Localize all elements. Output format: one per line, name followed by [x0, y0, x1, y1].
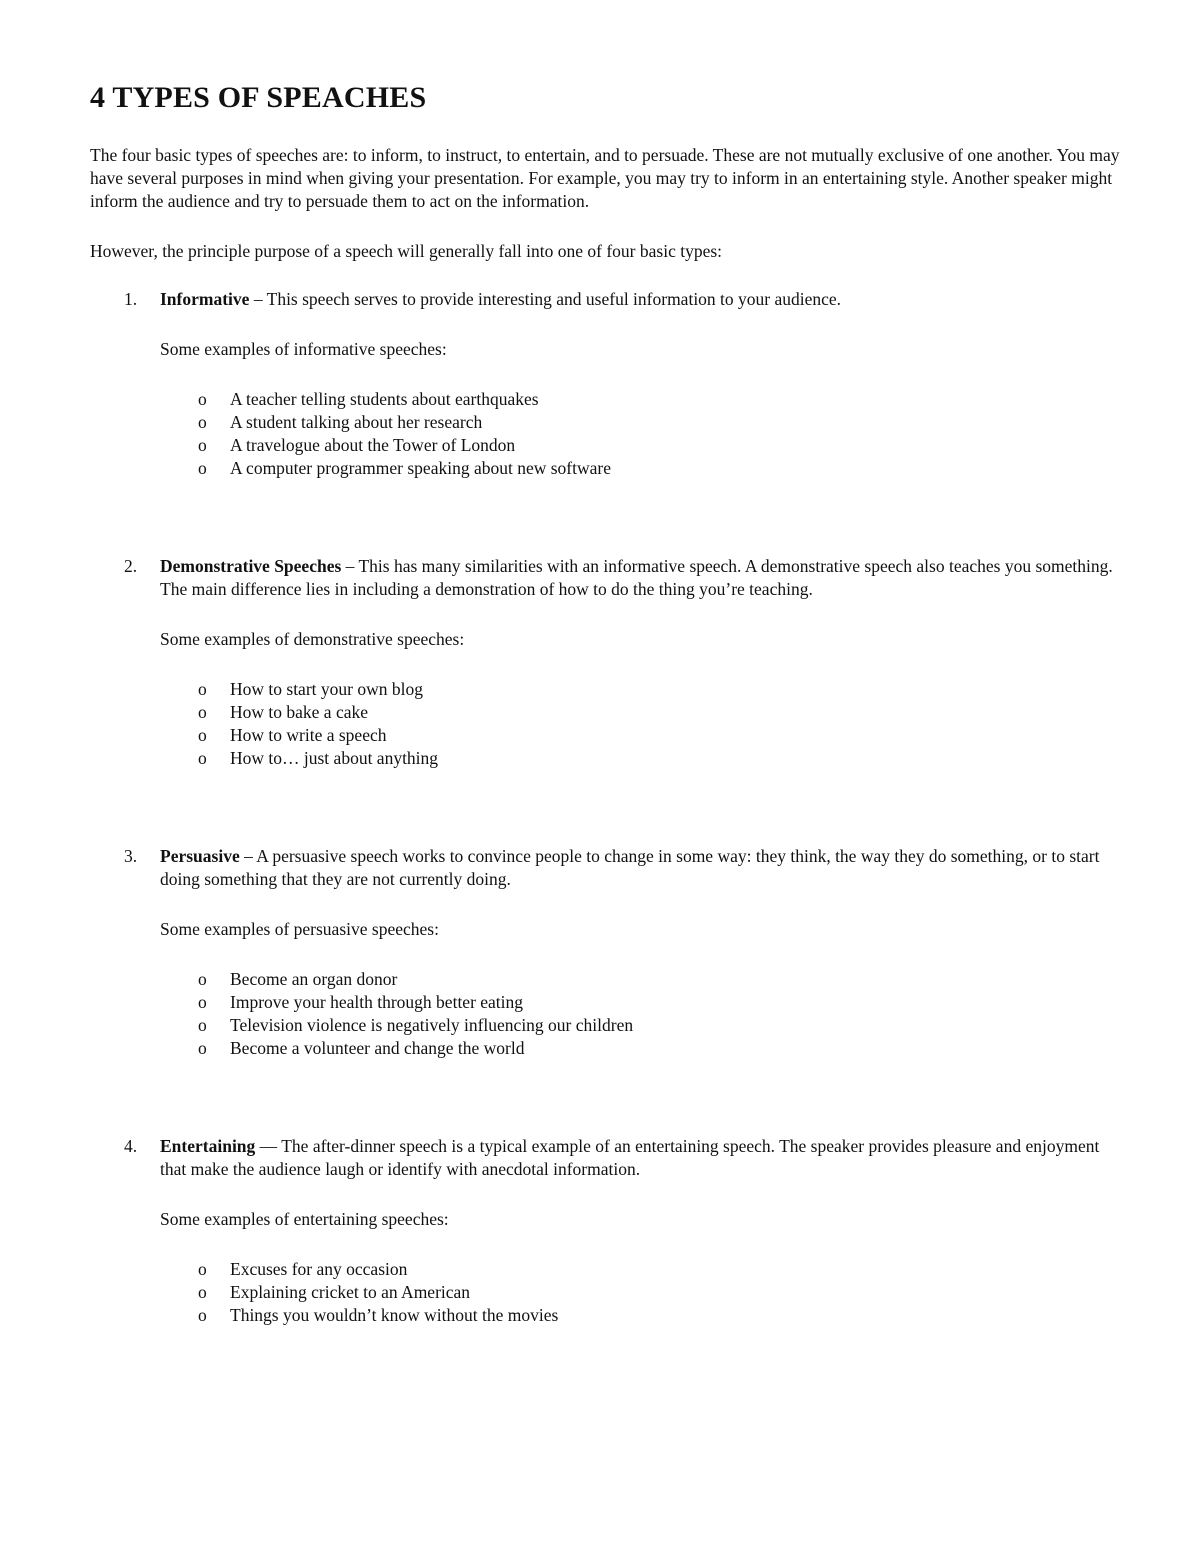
list-item-text: A student talking about her research [230, 412, 483, 432]
bullet-icon: o [198, 389, 207, 409]
section-separator: — [255, 1136, 282, 1156]
bullet-icon: o [198, 1038, 207, 1058]
examples-list [90, 1258, 1120, 1327]
section-number: 4. [124, 1136, 138, 1156]
list-item [90, 457, 1120, 480]
document-title: 4 TYPES OF SPEACHES [90, 81, 427, 114]
examples-label: Some examples of demonstrative speeches: [160, 629, 465, 649]
list-item [90, 388, 1120, 411]
section-description: This speech serves to provide interesting and useful information to your audience. [266, 289, 842, 309]
list-item [90, 1037, 1120, 1060]
bullet-icon: o [198, 725, 207, 745]
list-item [90, 991, 1120, 1014]
list-item [90, 678, 1120, 701]
examples-label: Some examples of persuasive speeches: [160, 919, 439, 939]
bullet-icon: o [198, 435, 207, 455]
list-item-text: A computer programmer speaking about new software [230, 458, 611, 478]
list-item [90, 434, 1120, 457]
list-item-text: A travelogue about the Tower of London [230, 435, 516, 455]
list-item [90, 747, 1120, 770]
section-description: A persuasive speech works to convince people to change in some way: they think, the way they do something, or to start doing something that they are not currently doing. [160, 846, 1100, 889]
section-informative [90, 288, 1120, 480]
section-separator: – [341, 556, 359, 576]
section-description: This has many similarities with an informative speech. A demonstrative speech also teaches you something. The main difference lies in including a demonstration of how to do the thing you’re teaching. [160, 556, 1113, 599]
section-number: 3. [124, 846, 138, 866]
examples-list [90, 968, 1120, 1060]
section-entertaining [90, 1135, 1120, 1327]
section-number: 2. [124, 556, 138, 576]
section-heading [90, 845, 1120, 891]
examples-label: Some examples of informative speeches: [160, 339, 447, 359]
list-item-text: Explaining cricket to an American [230, 1282, 471, 1302]
bullet-icon: o [198, 458, 207, 478]
section-separator: – [239, 846, 257, 866]
bullet-icon: o [198, 679, 207, 699]
principle-paragraph: However, the principle purpose of a speech will generally fall into one of four basic types: [90, 241, 723, 261]
list-item [90, 968, 1120, 991]
section-demonstrative [90, 555, 1120, 770]
section-persuasive [90, 845, 1120, 1060]
list-item-text: How to write a speech [230, 725, 387, 745]
bullet-icon: o [198, 1259, 207, 1279]
bullet-icon: o [198, 969, 207, 989]
bullet-icon: o [198, 748, 207, 768]
list-item-text: Become an organ donor [230, 969, 398, 989]
examples-label: Some examples of entertaining speeches: [160, 1209, 449, 1229]
section-term: Informative [160, 289, 250, 309]
intro-paragraph: The four basic types of speeches are: to inform, to instruct, to entertain, and to persuade. These are not mutually exclusive of one another. You may have several purposes in mind when giving your presentation. For example, you may try to inform in an entertaining style. Another speaker might inform the audience and try to persuade them to act on the information. [90, 145, 1120, 211]
section-term: Entertaining [160, 1136, 256, 1156]
section-heading [90, 288, 1120, 311]
section-term: Persuasive [160, 846, 240, 866]
bullet-icon: o [198, 1282, 207, 1302]
list-item-text: Television violence is negatively influencing our children [230, 1015, 634, 1035]
list-item-text: How to bake a cake [230, 702, 368, 722]
section-description: The after-dinner speech is a typical example of an entertaining speech. The speaker provides pleasure and enjoyment that make the audience laugh or identify with anecdotal information. [160, 1136, 1100, 1179]
list-item [90, 1014, 1120, 1037]
list-item [90, 1258, 1120, 1281]
list-item-text: How to… just about anything [230, 748, 439, 768]
list-item [90, 1281, 1120, 1304]
section-heading [90, 555, 1120, 601]
bullet-icon: o [198, 412, 207, 432]
bullet-icon: o [198, 1305, 207, 1325]
list-item-text: How to start your own blog [230, 679, 423, 699]
bullet-icon: o [198, 702, 207, 722]
section-heading [90, 1135, 1120, 1181]
examples-list [90, 388, 1120, 480]
list-item [90, 411, 1120, 434]
list-item [90, 1304, 1120, 1327]
list-item-text: Things you wouldn’t know without the movies [230, 1305, 559, 1325]
section-term: Demonstrative Speeches [160, 556, 342, 576]
examples-list [90, 678, 1120, 770]
bullet-icon: o [198, 1015, 207, 1035]
list-item-text: Excuses for any occasion [230, 1259, 408, 1279]
section-separator: – [249, 289, 267, 309]
list-item-text: Improve your health through better eating [230, 992, 524, 1012]
list-item-text: A teacher telling students about earthquakes [230, 389, 539, 409]
list-item [90, 724, 1120, 747]
section-number: 1. [124, 289, 138, 309]
list-item [90, 701, 1120, 724]
bullet-icon: o [198, 992, 207, 1012]
list-item-text: Become a volunteer and change the world [230, 1038, 525, 1058]
